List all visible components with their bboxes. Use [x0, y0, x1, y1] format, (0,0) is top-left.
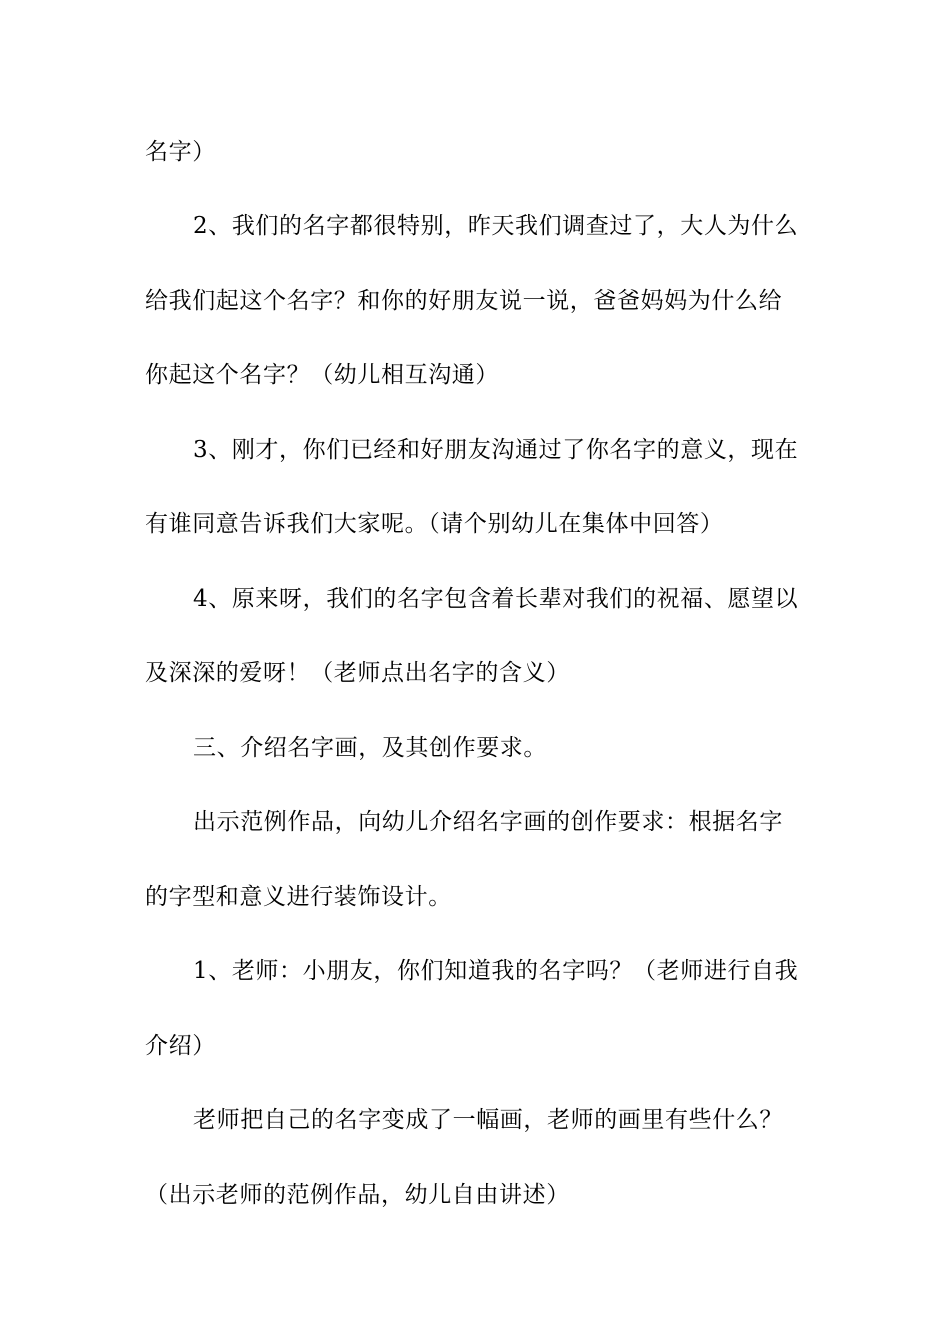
- text-line: 名字）: [145, 139, 216, 165]
- text-line: 给我们起这个名字？和你的好朋友说一说，爸爸妈妈为什么给: [145, 288, 783, 314]
- text-line: 有谁同意告诉我们大家呢。（请个别幼儿在集体中回答）: [145, 511, 724, 537]
- text-line: 2、我们的名字都很特别，昨天我们调查过了，大人为什么: [193, 213, 799, 239]
- text-line: 3、刚才，你们已经和好朋友沟通过了你名字的意义，现在: [193, 437, 799, 463]
- section-heading: 三、介绍名字画，及其创作要求。: [193, 735, 547, 761]
- text-line: 你起这个名字？（幼儿相互沟通）: [145, 362, 499, 388]
- text-line: 1、老师：小朋友，你们知道我的名字吗？（老师进行自我: [193, 958, 799, 984]
- text-line: 出示范例作品，向幼儿介绍名字画的创作要求：根据名字: [193, 809, 783, 835]
- text-line: 的字型和意义进行装饰设计。: [145, 884, 452, 910]
- text-line: （出示老师的范例作品，幼儿自由讲述）: [145, 1182, 570, 1208]
- text-line: 介绍）: [145, 1033, 216, 1059]
- text-line: 4、原来呀，我们的名字包含着长辈对我们的祝福、愿望以: [193, 586, 799, 612]
- text-line: 及深深的爱呀！（老师点出名字的含义）: [145, 660, 570, 686]
- text-line: 老师把自己的名字变成了一幅画，老师的画里有些什么？: [193, 1107, 783, 1133]
